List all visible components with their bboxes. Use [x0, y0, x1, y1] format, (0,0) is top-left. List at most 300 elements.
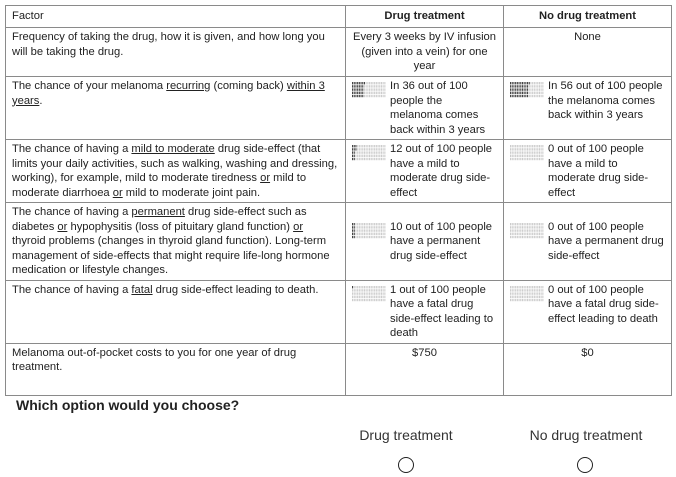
person-icon-unaffected	[541, 298, 542, 300]
person-icon-unaffected	[532, 229, 533, 231]
person-icon-unaffected	[383, 88, 384, 90]
person-icon-affected	[354, 148, 355, 150]
person-icon-unaffected	[376, 226, 377, 228]
person-icon-unaffected	[529, 226, 530, 228]
person-icon-unaffected	[354, 298, 355, 300]
person-icon-unaffected	[522, 151, 523, 153]
person-icon-unaffected	[371, 155, 372, 157]
person-icon-unaffected	[361, 151, 362, 153]
person-icon-unaffected	[384, 88, 385, 90]
person-icon-affected	[352, 229, 353, 231]
person-icon-unaffected	[513, 151, 514, 153]
person-icon-unaffected	[515, 151, 516, 153]
person-icon-unaffected	[362, 298, 363, 300]
person-icon-unaffected	[367, 289, 368, 291]
person-icon-unaffected	[539, 235, 540, 237]
person-icon-unaffected	[376, 155, 377, 157]
person-icon-affected	[524, 88, 525, 90]
drug-recurrence-cell	[346, 77, 504, 140]
person-icon-unaffected	[542, 295, 543, 297]
person-icon-unaffected	[381, 155, 382, 157]
person-icon-affected	[525, 82, 526, 84]
person-icon-affected	[520, 85, 521, 87]
person-icon-unaffected	[520, 286, 521, 288]
person-icon-unaffected	[530, 88, 531, 90]
icon-array-nodrug-fatal	[510, 286, 545, 303]
person-icon-unaffected	[542, 88, 543, 90]
person-icon-unaffected	[371, 295, 372, 297]
person-icon-affected	[517, 88, 518, 90]
person-icon-unaffected	[536, 148, 537, 150]
person-icon-unaffected	[371, 145, 372, 147]
person-icon-unaffected	[367, 155, 368, 157]
person-icon-unaffected	[524, 298, 525, 300]
person-icon-unaffected	[357, 155, 358, 157]
person-icon-unaffected	[520, 151, 521, 153]
person-icon-unaffected	[352, 298, 353, 300]
person-icon-unaffected	[539, 95, 540, 97]
person-icon-unaffected	[536, 229, 537, 231]
person-icon-unaffected	[530, 298, 531, 300]
person-icon-unaffected	[379, 88, 380, 90]
person-icon-unaffected	[537, 289, 538, 291]
person-icon-unaffected	[372, 85, 373, 87]
person-icon-affected	[354, 226, 355, 228]
person-icon-unaffected	[371, 223, 372, 225]
person-icon-unaffected	[532, 148, 533, 150]
factor-frequency	[6, 28, 346, 77]
person-icon-unaffected	[362, 286, 363, 288]
person-icon-unaffected	[381, 145, 382, 147]
person-icon-unaffected	[527, 223, 528, 225]
person-icon-unaffected	[369, 145, 370, 147]
factor-emphasis: or	[112, 186, 123, 199]
person-icon-unaffected	[510, 229, 511, 231]
factor-permanent-side-effect	[6, 203, 346, 281]
person-icon-unaffected	[537, 145, 538, 147]
person-icon-unaffected	[537, 151, 538, 153]
person-icon-unaffected	[510, 155, 511, 157]
person-icon-unaffected	[529, 148, 530, 150]
person-icon-unaffected	[515, 292, 516, 294]
person-icon-unaffected	[378, 229, 379, 231]
person-icon-unaffected	[357, 158, 358, 160]
person-icon-unaffected	[384, 92, 385, 94]
table-row	[6, 77, 672, 140]
person-icon-unaffected	[522, 148, 523, 150]
person-icon-unaffected	[383, 85, 384, 87]
person-icon-unaffected	[537, 95, 538, 97]
person-icon-unaffected	[374, 88, 375, 90]
person-icon-unaffected	[530, 158, 531, 160]
person-icon-affected	[355, 145, 356, 147]
person-icon-unaffected	[527, 158, 528, 160]
person-icon-unaffected	[367, 286, 368, 288]
person-icon-unaffected	[522, 229, 523, 231]
person-icon-unaffected	[384, 82, 385, 84]
person-icon-unaffected	[519, 232, 520, 234]
person-icon-unaffected	[362, 148, 363, 150]
person-icon-unaffected	[361, 148, 362, 150]
person-icon-unaffected	[510, 235, 511, 237]
person-icon-unaffected	[361, 229, 362, 231]
nodrug-recurrence-cell	[504, 77, 672, 140]
person-icon-unaffected	[513, 226, 514, 228]
person-icon-unaffected	[537, 82, 538, 84]
person-icon-unaffected	[534, 82, 535, 84]
person-icon-unaffected	[539, 229, 540, 231]
person-icon-unaffected	[355, 289, 356, 291]
person-icon-unaffected	[519, 155, 520, 157]
person-icon-unaffected	[355, 298, 356, 300]
person-icon-unaffected	[513, 289, 514, 291]
person-icon-unaffected	[379, 158, 380, 160]
person-icon-unaffected	[515, 223, 516, 225]
person-icon-affected	[512, 95, 513, 97]
person-icon-affected	[361, 88, 362, 90]
person-icon-unaffected	[529, 151, 530, 153]
person-icon-unaffected	[517, 298, 518, 300]
person-icon-unaffected	[541, 92, 542, 94]
person-icon-unaffected	[359, 292, 360, 294]
person-icon-unaffected	[532, 292, 533, 294]
person-icon-unaffected	[542, 151, 543, 153]
factor-emphasis: permanent	[131, 206, 185, 218]
person-icon-unaffected	[513, 298, 514, 300]
person-icon-unaffected	[361, 155, 362, 157]
person-icon-unaffected	[357, 223, 358, 225]
person-icon-unaffected	[537, 155, 538, 157]
person-icon-unaffected	[383, 229, 384, 231]
person-icon-unaffected	[541, 286, 542, 288]
person-icon-affected	[361, 85, 362, 87]
person-icon-unaffected	[536, 298, 537, 300]
person-icon-unaffected	[378, 298, 379, 300]
person-icon-affected	[522, 88, 523, 90]
person-icon-unaffected	[539, 88, 540, 90]
person-icon-unaffected	[384, 298, 385, 300]
person-icon-affected	[519, 92, 520, 94]
factor-emphasis: within 3 years	[12, 80, 325, 107]
person-icon-affected	[519, 85, 520, 87]
person-icon-unaffected	[536, 88, 537, 90]
person-icon-unaffected	[529, 295, 530, 297]
icon-array-nodrug-mild	[510, 145, 545, 162]
person-icon-unaffected	[383, 158, 384, 160]
person-icon-affected	[515, 95, 516, 97]
person-icon-unaffected	[359, 223, 360, 225]
factor-text: mild to moderate diarrhoea	[12, 172, 307, 199]
person-icon-unaffected	[378, 148, 379, 150]
person-icon-affected	[352, 85, 353, 87]
person-icon-unaffected	[527, 229, 528, 231]
person-icon-unaffected	[374, 232, 375, 234]
person-icon-unaffected	[532, 88, 533, 90]
person-icon-unaffected	[512, 298, 513, 300]
person-icon-unaffected	[541, 151, 542, 153]
person-icon-unaffected	[534, 235, 535, 237]
person-icon-unaffected	[362, 145, 363, 147]
person-icon-unaffected	[513, 223, 514, 225]
person-icon-unaffected	[522, 232, 523, 234]
person-icon-affected	[519, 88, 520, 90]
person-icon-unaffected	[361, 158, 362, 160]
person-icon-affected	[355, 148, 356, 150]
person-icon-unaffected	[376, 235, 377, 237]
person-icon-unaffected	[510, 292, 511, 294]
person-icon-affected	[355, 85, 356, 87]
person-icon-unaffected	[529, 155, 530, 157]
factor-emphasis: or	[293, 220, 304, 233]
person-icon-unaffected	[529, 145, 530, 147]
person-icon-unaffected	[542, 85, 543, 87]
person-icon-unaffected	[381, 289, 382, 291]
person-icon-unaffected	[534, 226, 535, 228]
person-icon-unaffected	[525, 298, 526, 300]
person-icon-unaffected	[367, 298, 368, 300]
person-icon-unaffected	[383, 295, 384, 297]
person-icon-unaffected	[369, 95, 370, 97]
person-icon-unaffected	[372, 235, 373, 237]
radio-drug-treatment[interactable]	[398, 457, 414, 473]
person-icon-unaffected	[536, 223, 537, 225]
person-icon-unaffected	[372, 232, 373, 234]
person-icon-unaffected	[541, 295, 542, 297]
person-icon-unaffected	[378, 155, 379, 157]
icon-array-nodrug-recurrence	[510, 82, 545, 99]
person-icon-unaffected	[366, 289, 367, 291]
person-icon-unaffected	[530, 223, 531, 225]
person-icon-unaffected	[381, 229, 382, 231]
person-icon-unaffected	[355, 151, 356, 153]
person-icon-unaffected	[383, 151, 384, 153]
person-icon-unaffected	[513, 295, 514, 297]
person-icon-unaffected	[366, 95, 367, 97]
person-icon-unaffected	[366, 92, 367, 94]
person-icon-affected	[355, 88, 356, 90]
person-icon-unaffected	[383, 95, 384, 97]
person-icon-unaffected	[517, 145, 518, 147]
person-icon-unaffected	[371, 226, 372, 228]
person-icon-unaffected	[537, 232, 538, 234]
person-icon-affected	[352, 145, 353, 147]
person-icon-unaffected	[374, 158, 375, 160]
person-icon-unaffected	[376, 295, 377, 297]
person-icon-affected	[359, 95, 360, 97]
person-icon-unaffected	[376, 85, 377, 87]
person-icon-unaffected	[534, 286, 535, 288]
person-icon-unaffected	[381, 148, 382, 150]
person-icon-unaffected	[359, 155, 360, 157]
person-icon-unaffected	[525, 229, 526, 231]
person-icon-unaffected	[515, 289, 516, 291]
person-icon-unaffected	[524, 223, 525, 225]
person-icon-unaffected	[369, 295, 370, 297]
person-icon-unaffected	[362, 151, 363, 153]
person-icon-unaffected	[520, 298, 521, 300]
person-icon-unaffected	[372, 292, 373, 294]
person-icon-affected	[357, 92, 358, 94]
person-icon-unaffected	[383, 92, 384, 94]
person-icon-affected	[354, 88, 355, 90]
person-icon-unaffected	[536, 145, 537, 147]
person-icon-unaffected	[384, 151, 385, 153]
person-icon-unaffected	[372, 226, 373, 228]
nodrug-frequency-value: None	[504, 28, 672, 77]
table-row	[6, 203, 672, 281]
person-icon-affected	[513, 82, 514, 84]
person-icon-unaffected	[372, 289, 373, 291]
person-icon-unaffected	[378, 82, 379, 84]
person-icon-unaffected	[527, 286, 528, 288]
person-icon-unaffected	[379, 148, 380, 150]
person-icon-affected	[354, 82, 355, 84]
person-icon-unaffected	[384, 286, 385, 288]
person-icon-unaffected	[520, 232, 521, 234]
person-icon-unaffected	[542, 155, 543, 157]
person-icon-unaffected	[524, 295, 525, 297]
table-row	[6, 28, 672, 77]
person-icon-unaffected	[513, 292, 514, 294]
person-icon-unaffected	[384, 232, 385, 234]
person-icon-unaffected	[379, 289, 380, 291]
person-icon-affected	[352, 88, 353, 90]
person-icon-unaffected	[532, 289, 533, 291]
person-icon-affected	[515, 85, 516, 87]
person-icon-unaffected	[517, 295, 518, 297]
person-icon-unaffected	[381, 232, 382, 234]
person-icon-unaffected	[364, 223, 365, 225]
person-icon-unaffected	[510, 158, 511, 160]
person-icon-unaffected	[536, 155, 537, 157]
person-icon-unaffected	[383, 286, 384, 288]
person-icon-unaffected	[539, 295, 540, 297]
drug-recurrence-value: In 36 out of 100 people the melanoma comes back within 3 years	[390, 80, 486, 136]
person-icon-unaffected	[361, 292, 362, 294]
person-icon-unaffected	[357, 229, 358, 231]
person-icon-unaffected	[364, 298, 365, 300]
person-icon-affected	[354, 235, 355, 237]
person-icon-unaffected	[537, 223, 538, 225]
person-icon-unaffected	[525, 235, 526, 237]
person-icon-affected	[359, 88, 360, 90]
person-icon-unaffected	[534, 92, 535, 94]
person-icon-unaffected	[371, 148, 372, 150]
person-icon-unaffected	[515, 298, 516, 300]
person-icon-unaffected	[534, 158, 535, 160]
person-icon-unaffected	[530, 292, 531, 294]
person-icon-unaffected	[378, 223, 379, 225]
person-icon-unaffected	[367, 292, 368, 294]
person-icon-unaffected	[376, 292, 377, 294]
person-icon-affected	[359, 85, 360, 87]
person-icon-unaffected	[539, 292, 540, 294]
person-icon-unaffected	[379, 286, 380, 288]
person-icon-unaffected	[372, 229, 373, 231]
person-icon-affected	[524, 85, 525, 87]
person-icon-unaffected	[366, 145, 367, 147]
person-icon-unaffected	[529, 223, 530, 225]
person-icon-unaffected	[520, 289, 521, 291]
person-icon-unaffected	[369, 289, 370, 291]
person-icon-unaffected	[517, 148, 518, 150]
person-icon-unaffected	[369, 158, 370, 160]
person-icon-unaffected	[369, 235, 370, 237]
person-icon-unaffected	[366, 298, 367, 300]
person-icon-unaffected	[530, 145, 531, 147]
factor-emphasis: mild to moderate	[131, 143, 215, 155]
person-icon-unaffected	[513, 155, 514, 157]
header-no-drug-treatment: No drug treatment	[504, 6, 672, 28]
person-icon-unaffected	[379, 232, 380, 234]
person-icon-unaffected	[352, 289, 353, 291]
person-icon-unaffected	[361, 223, 362, 225]
person-icon-unaffected	[379, 92, 380, 94]
person-icon-unaffected	[381, 235, 382, 237]
person-icon-unaffected	[371, 95, 372, 97]
person-icon-unaffected	[532, 232, 533, 234]
person-icon-unaffected	[374, 145, 375, 147]
person-icon-unaffected	[542, 95, 543, 97]
person-icon-unaffected	[536, 289, 537, 291]
radio-no-drug-treatment[interactable]	[577, 457, 593, 473]
person-icon-unaffected	[539, 223, 540, 225]
person-icon-unaffected	[384, 295, 385, 297]
person-icon-unaffected	[369, 232, 370, 234]
nodrug-permanent-value: 0 out of 100 people have a permanent drug side-effect	[548, 220, 664, 262]
person-icon-unaffected	[512, 292, 513, 294]
person-icon-unaffected	[364, 295, 365, 297]
person-icon-unaffected	[374, 289, 375, 291]
person-icon-unaffected	[366, 229, 367, 231]
person-icon-unaffected	[537, 292, 538, 294]
person-icon-unaffected	[372, 286, 373, 288]
person-icon-affected	[354, 232, 355, 234]
icon-array-nodrug-permanent	[510, 223, 545, 240]
person-icon-unaffected	[374, 155, 375, 157]
person-icon-affected	[361, 92, 362, 94]
person-icon-unaffected	[539, 155, 540, 157]
person-icon-affected	[522, 85, 523, 87]
person-icon-unaffected	[519, 235, 520, 237]
person-icon-unaffected	[355, 286, 356, 288]
person-icon-affected	[362, 85, 363, 87]
person-icon-unaffected	[524, 148, 525, 150]
person-icon-unaffected	[381, 298, 382, 300]
person-icon-affected	[352, 151, 353, 153]
person-icon-unaffected	[364, 229, 365, 231]
person-icon-unaffected	[376, 82, 377, 84]
person-icon-unaffected	[371, 92, 372, 94]
person-icon-unaffected	[542, 286, 543, 288]
person-icon-unaffected	[364, 232, 365, 234]
person-icon-unaffected	[512, 289, 513, 291]
person-icon-unaffected	[372, 151, 373, 153]
person-icon-unaffected	[534, 232, 535, 234]
factor-text: The chance of having a	[12, 206, 132, 218]
person-icon-unaffected	[529, 289, 530, 291]
person-icon-affected	[362, 82, 363, 84]
person-icon-unaffected	[357, 232, 358, 234]
person-icon-unaffected	[381, 223, 382, 225]
factor-text: mild to moderate joint pain.	[122, 186, 261, 199]
person-icon-unaffected	[371, 286, 372, 288]
person-icon-unaffected	[532, 226, 533, 228]
person-icon-unaffected	[376, 88, 377, 90]
person-icon-unaffected	[517, 289, 518, 291]
person-icon-unaffected	[376, 223, 377, 225]
person-icon-unaffected	[362, 295, 363, 297]
